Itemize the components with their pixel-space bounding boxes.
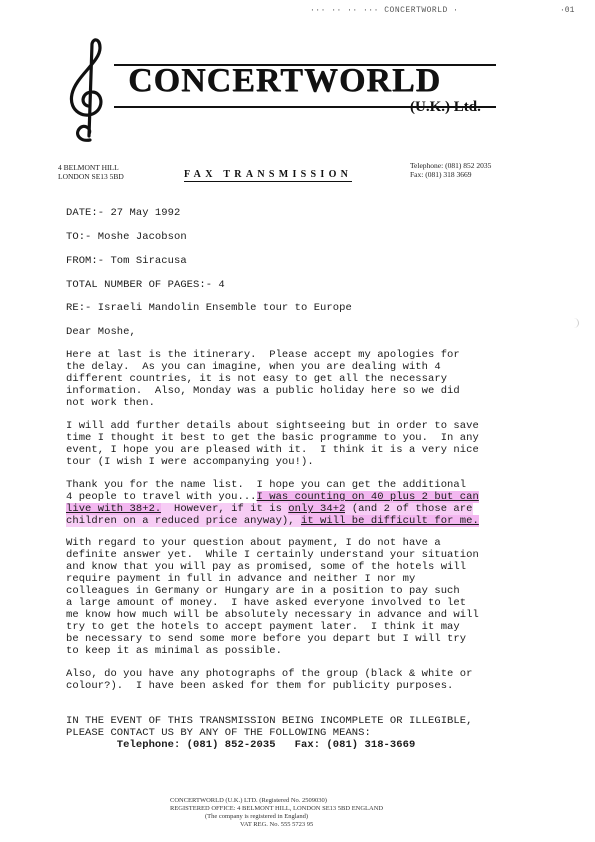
- paragraph-line: [66, 491, 479, 503]
- footer-line: REGISTERED OFFICE: 4 BELMONT HILL, LONDON SE13 5BD ENGLAND: [170, 805, 384, 812]
- address-line: LONDON SE13 5BD: [58, 172, 124, 181]
- date-field: DATE:- 27 May 1992: [66, 207, 181, 219]
- page-mark: ·01: [560, 6, 575, 15]
- paragraph-line: different countries, it is not easy to get all the necessary: [66, 373, 448, 385]
- paragraph-line: be necessary to send some more before you depart but I will try: [66, 633, 467, 645]
- paragraph-line: Thank you for the name list. I hope you can get the additional: [66, 479, 467, 491]
- paragraph-line: event, I hope you are pleased with it. I think it is a very nice: [66, 444, 479, 456]
- fax-header-line: ··· ·· ·· ··· CONCERTWORLD ·: [310, 6, 459, 15]
- paragraph-line: colour?). I have been asked for them for publicity purposes.: [66, 680, 454, 692]
- paragraph-line: I will add further details about sightseeing but in order to save: [66, 420, 479, 432]
- notice-line: IN THE EVENT OF THIS TRANSMISSION BEING INCOMPLETE OR ILLEGIBLE,: [66, 715, 473, 727]
- highlighted-text-light: However, if it is: [161, 503, 289, 515]
- paragraph-line: Here at last is the itinerary. Please accept my apologies for: [66, 349, 460, 361]
- paragraph-line: [66, 515, 479, 527]
- highlighted-text: it will be difficult for me.: [301, 515, 479, 527]
- paragraph-line: and know that you will pay as promised, some of the hotels will: [66, 561, 467, 573]
- paragraph-line: not work then.: [66, 397, 155, 409]
- paragraph-line: to keep it as minimal as possible.: [66, 645, 282, 657]
- treble-clef-icon: [62, 36, 114, 148]
- paragraph-line: information. Also, Monday was a public holiday here so we did: [66, 385, 460, 397]
- company-address: [58, 163, 124, 181]
- paragraph-line: the delay. As you can imagine, when you are dealing with 4: [66, 361, 441, 373]
- paragraph-line: try to get the hotels to accept payment later. I think it may: [66, 621, 460, 633]
- text-run: 4 people to travel with you...: [66, 491, 257, 503]
- paragraph-line: tour (I wish I were accompanying you!).: [66, 456, 314, 468]
- footer-line: CONCERTWORLD (U.K.) LTD. (Registered No. 2509030): [170, 797, 327, 804]
- from-field: FROM:- Tom Siracusa: [66, 255, 187, 267]
- paragraph-line: me know how much will be absolutely necessary in advance and will: [66, 609, 479, 621]
- fax-title: FAX TRANSMISSION: [184, 169, 353, 180]
- highlighted-text-light: children on a reduced price anyway),: [66, 515, 301, 527]
- telephone-number: Telephone: (081) 852 2035: [410, 161, 492, 170]
- paragraph-line: colleagues in Germany or Hungary are in a position to pay such: [66, 585, 460, 597]
- paragraph-line: require payment in full in advance and neither I nor my: [66, 573, 416, 585]
- highlighted-text: live with 38+2.: [66, 503, 162, 515]
- footer-line: (The company is registered in England): [205, 813, 309, 820]
- footer-line: VAT REG. No. 555 5723 95: [240, 821, 314, 828]
- paragraph-line: time I thought it best to get the basic programme to you. In any: [66, 432, 479, 444]
- paragraph-line: definite answer yet. While I certainly understand your situation: [66, 549, 479, 561]
- scan-artifact: [572, 318, 579, 328]
- paragraph-line: With regard to your question about payment, I do not have a: [66, 537, 441, 549]
- notice-line: PLEASE CONTACT US BY ANY OF THE FOLLOWING MEANS:: [66, 727, 371, 739]
- address-line: 4 BELMONT HILL: [58, 163, 119, 172]
- company-suffix: (U.K.) Ltd.: [410, 99, 481, 115]
- pages-field: TOTAL NUMBER OF PAGES:- 4: [66, 279, 225, 291]
- fax-number: Fax: (081) 318 3669: [410, 170, 472, 179]
- highlighted-text: only 34+2: [288, 503, 346, 515]
- highlighted-text-light: (and 2 of those are: [345, 503, 473, 515]
- contact-numbers: [410, 161, 491, 179]
- salutation: Dear Moshe,: [66, 326, 136, 338]
- paragraph-line: [66, 503, 473, 515]
- company-logo-text: CONCERTWORLD: [128, 62, 442, 99]
- notice-contact-line: Telephone: (081) 852-2035 Fax: (081) 318-3669: [66, 739, 416, 751]
- paragraph-line: a large amount of money. I have asked everyone involved to let: [66, 597, 467, 609]
- subject-field: RE:- Israeli Mandolin Ensemble tour to Europe: [66, 302, 352, 314]
- highlighted-text: I was counting on 40 plus 2 but can: [256, 491, 479, 503]
- paragraph-line: Also, do you have any photographs of the group (black & white or: [66, 668, 473, 680]
- to-field: TO:- Moshe Jacobson: [66, 231, 187, 243]
